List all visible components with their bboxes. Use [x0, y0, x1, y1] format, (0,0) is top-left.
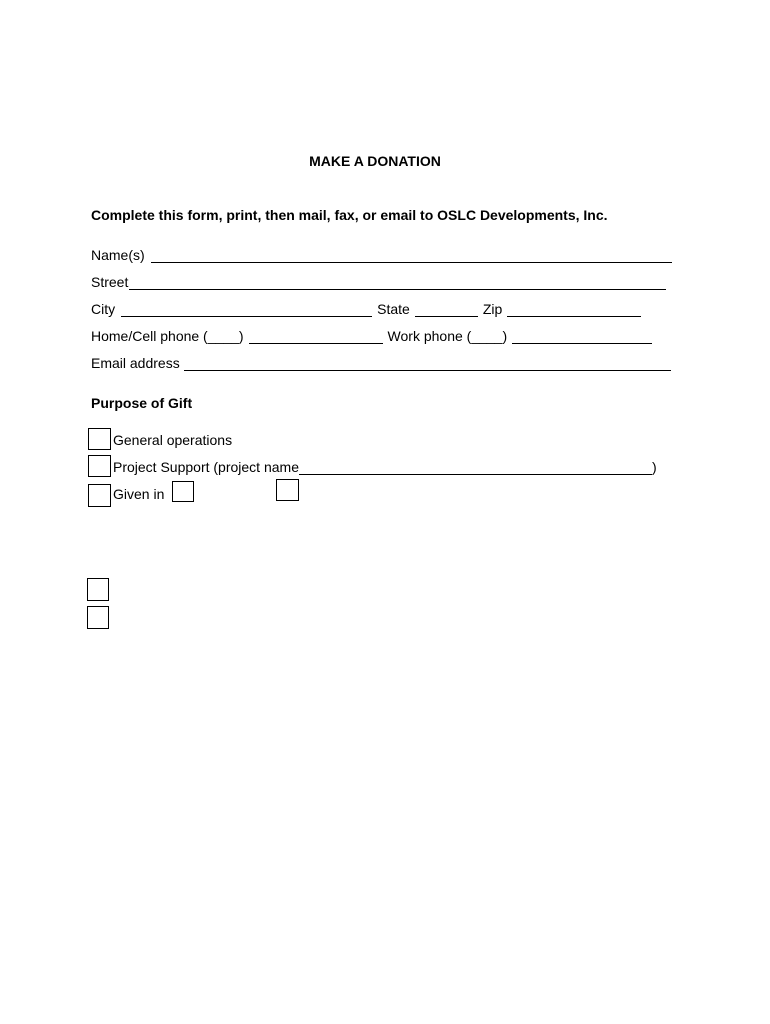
general-operations-label: General operations: [113, 432, 233, 448]
street-row: [91, 270, 666, 290]
city-field[interactable]: [121, 300, 372, 317]
names-row: [91, 243, 672, 263]
page-title: MAKE A DONATION: [309, 153, 441, 169]
names-field[interactable]: [151, 246, 672, 263]
project-support-label: Project Support (project name: [113, 459, 299, 475]
home-phone-label: Home/Cell phone (____): [91, 328, 244, 344]
extra-checkbox-2[interactable]: [87, 606, 109, 629]
given-in-label: Given in: [113, 486, 165, 502]
zip-field[interactable]: [507, 300, 641, 317]
work-phone-label: Work phone (____): [387, 328, 508, 344]
email-field[interactable]: [184, 354, 671, 371]
form-instructions: Complete this form, print, then mail, fax, or email to OSLC Developments, Inc.: [91, 207, 608, 223]
city-label: City: [91, 301, 116, 317]
state-label: State: [377, 301, 410, 317]
project-support-row: [113, 455, 657, 475]
extra-checkbox-1[interactable]: [87, 578, 109, 601]
street-label: Street: [91, 274, 129, 290]
given-in-checkbox[interactable]: [88, 484, 111, 507]
zip-label: Zip: [482, 301, 503, 317]
email-label: Email address: [91, 355, 180, 371]
home-phone-field[interactable]: [249, 327, 383, 344]
general-operations-checkbox[interactable]: [88, 428, 111, 450]
given-in-option-checkbox-1[interactable]: [172, 481, 194, 502]
street-field[interactable]: [129, 273, 666, 290]
given-in-option-checkbox-2[interactable]: [276, 479, 299, 501]
purpose-heading: Purpose of Gift: [91, 395, 193, 411]
city-state-zip-row: [91, 297, 641, 317]
project-support-close-paren: ): [651, 459, 657, 475]
project-support-checkbox[interactable]: [88, 455, 111, 477]
names-label: Name(s): [91, 247, 145, 263]
state-field[interactable]: [415, 300, 478, 317]
phone-row: [91, 324, 652, 344]
work-phone-field[interactable]: [512, 327, 652, 344]
project-name-field[interactable]: [299, 458, 652, 475]
email-row: [91, 351, 671, 371]
